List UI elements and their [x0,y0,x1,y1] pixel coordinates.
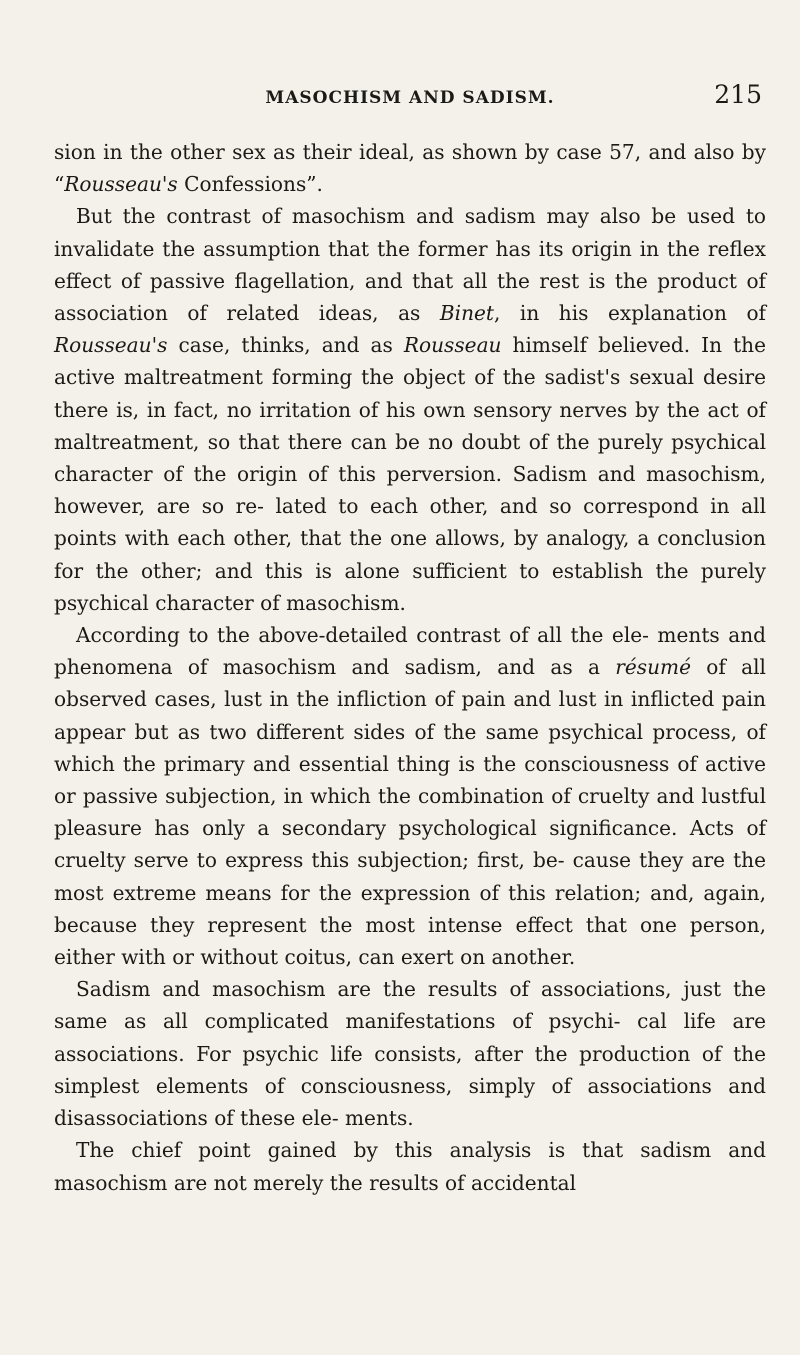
paragraph-3 [54,619,766,973]
page-header [54,80,766,124]
paragraph-2 [54,200,766,619]
text-run: Sadism and masochism are the results of associations, just the same as all complicated manifestations of psychi- cal life are associations. For psychic life consists, after the production of the simplest elements of consciousness, simply of associations and disassociations of these ele- ments. [54,977,766,1131]
italic-text: Binet [439,301,494,326]
paragraph-5 [54,1134,766,1198]
text-run: According to the above-detailed contrast of all the ele- ments and phenomena of masochism and sadism, and as a [54,623,766,680]
text-run: himself believed. In the active maltreatment forming the object of the sadist's sexual desire there is, in fact, no irritation of his own sensory nerves by the act of maltreatment, so that there can be no doubt of the purely psychical character of the origin of this perversion. Sadism and masochism, however, are so re- lated to each other, and so correspond in all points with each other, that the one allows, by analogy, a conclusion for the other; and this is alone sufficient to establish the purely psychical character of masochism. [54,333,766,615]
text-run: case, thinks, and as [167,333,404,358]
italic-text: Rousseau's [54,333,168,358]
paragraph-1 [54,136,766,200]
text-run: , in his explanation of [494,301,766,326]
text-run: Confessions”. [177,172,323,197]
italic-text: Rousseau's [64,172,178,197]
italic-text: Rousseau [403,333,502,358]
text-run: The chief point gained by this analysis is that sadism and masochism are not merely the results of accidental [54,1138,766,1195]
text-run: But the contrast of masochism and sadism may also be used to invalidate the assumption that the former has its origin in the reflex effect of passive flagellation, and that all the rest is the product of association of related ideas, as [54,204,766,326]
italic-text: résumé [615,655,691,680]
paragraph-4 [54,973,766,1134]
page-number: 215 [714,80,762,109]
text-run: sion in the other sex as their ideal, as shown by case 57, and also by “ [54,140,766,197]
running-head: MASOCHISM AND SADISM. [265,88,555,108]
book-page [54,80,766,1199]
body-text [54,136,766,1199]
text-run: of all observed cases, lust in the infliction of pain and lust in inflicted pain appear but as two different sides of the same psychical process, of which the primary and essential thing is the consciousness of active or passive subjection, in which the combination of cruelty and lustful pleasure has only a secondary psychological significance. Acts of cruelty serve to express this subjection; first, be- cause they are the most extreme means for the expression of this relation; and, again, because they represent the most intense effect that one person, either with or without coitus, can exert on another. [54,655,766,970]
